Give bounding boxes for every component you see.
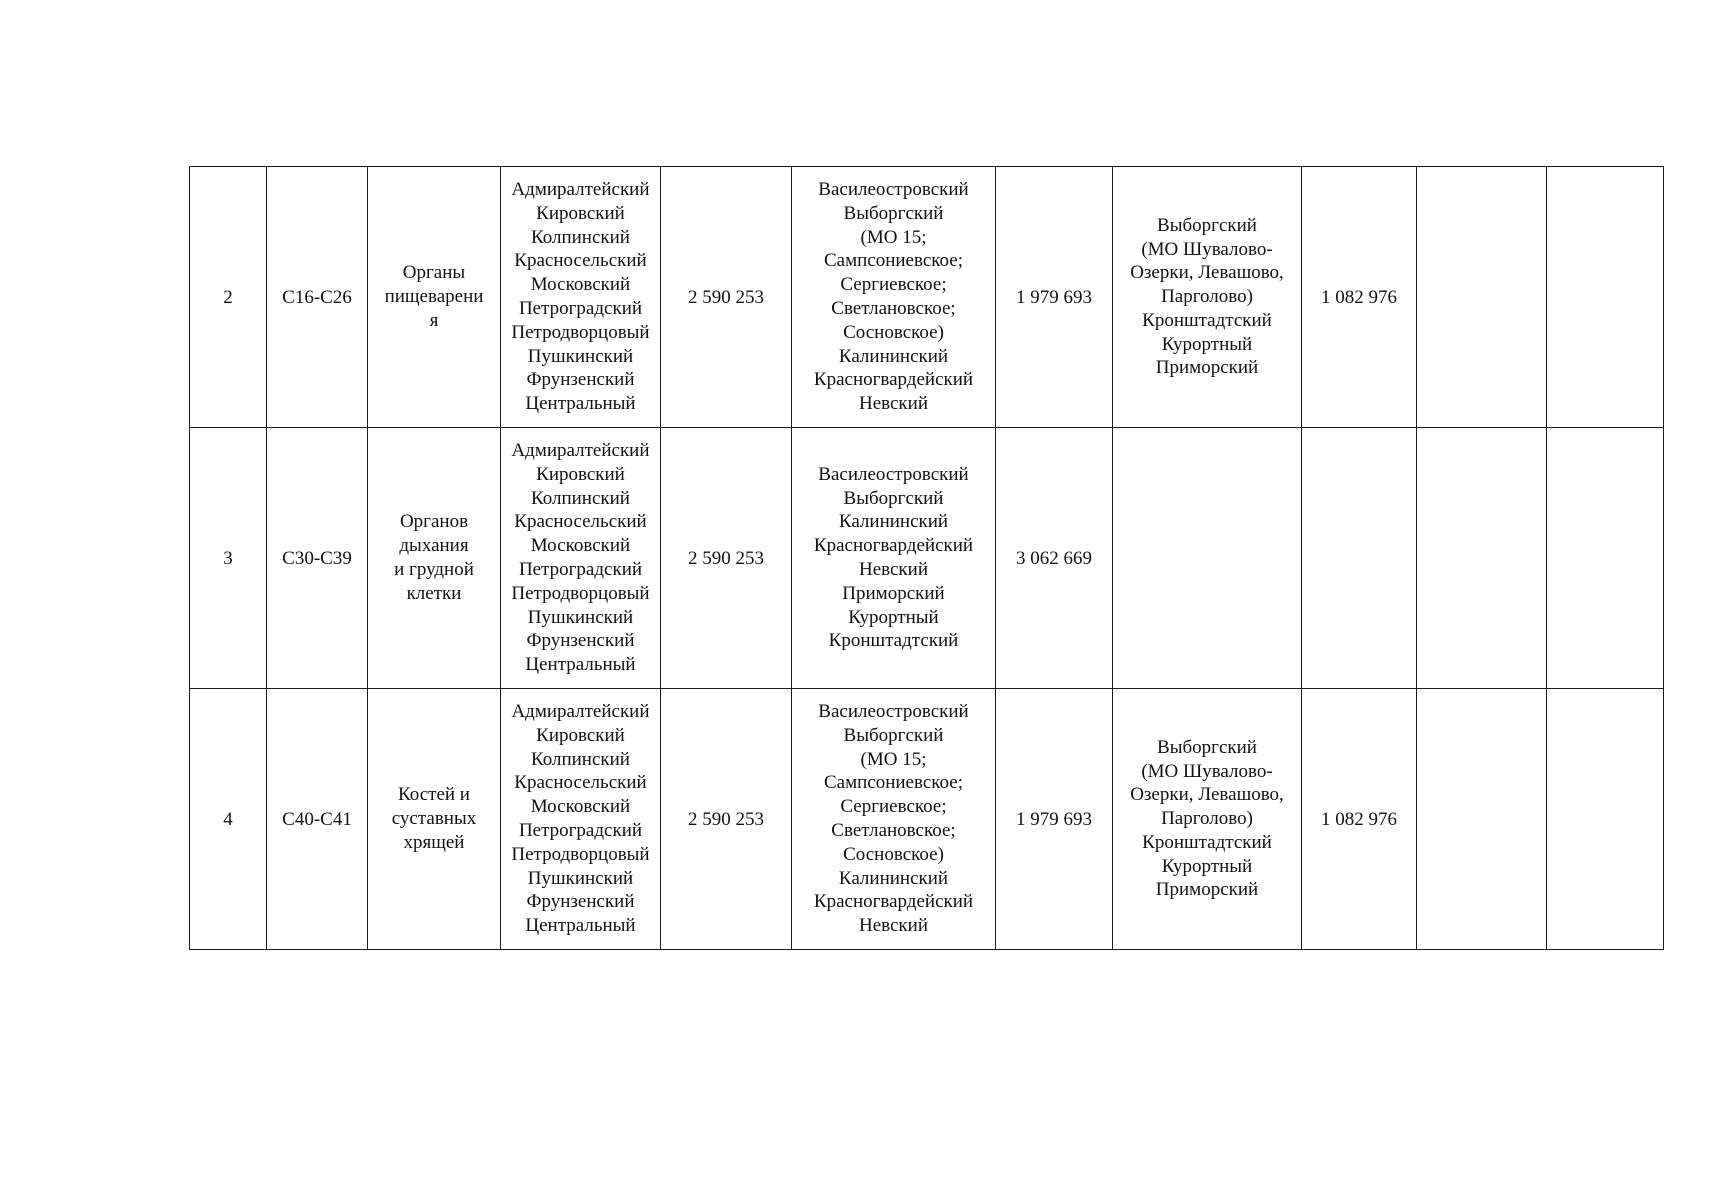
cell-line: Кировский — [536, 463, 625, 485]
organ-group — [368, 428, 501, 689]
cell-line: Кронштадтский — [828, 630, 959, 652]
extra-cell-1 — [1417, 689, 1547, 950]
extra-cell-1 — [1417, 167, 1547, 428]
cell-line: Сергиевское; — [840, 796, 947, 818]
cell-text: 4 — [223, 809, 233, 831]
cell-line: (МО Шувалово- — [1141, 760, 1273, 782]
district-list-b — [792, 689, 996, 950]
cell-line: Приморский — [1155, 357, 1259, 379]
extra-cell-2 — [1547, 167, 1664, 428]
cell-line: Калининский — [838, 511, 949, 533]
cell-line: Колпинский — [531, 487, 630, 509]
cell-line: Красногвардейский — [813, 891, 974, 913]
cell-line: Выборгский — [1157, 214, 1257, 236]
amount-a — [661, 689, 792, 950]
extra-cell-1 — [1417, 428, 1547, 689]
cell-line: Сампсониевское; — [823, 250, 963, 272]
cell-line: Выборгский — [1157, 736, 1257, 758]
row-index — [190, 428, 267, 689]
cell-line: Костей и — [398, 784, 470, 806]
cell-text: 2 590 253 — [688, 287, 764, 309]
district-list-c — [1113, 428, 1302, 689]
cell-line: Озерки, Левашово, — [1130, 262, 1284, 284]
cell-text: C30-C39 — [282, 548, 352, 570]
cell-line: Фрунзенский — [526, 891, 635, 913]
cell-line: Петродворцовый — [511, 582, 650, 604]
cell-line: хрящей — [403, 831, 465, 853]
cell-line: Курортный — [848, 606, 939, 628]
cell-line: Адмиралтейский — [511, 440, 650, 462]
cell-text: 2 590 253 — [688, 548, 764, 570]
cell-line: Петродворцовый — [511, 843, 650, 865]
cell-line: Кронштадтский — [1142, 309, 1272, 331]
cell-line: Петродворцовый — [511, 321, 650, 343]
district-list-c — [1113, 167, 1302, 428]
table-body — [190, 167, 1664, 950]
cell-line: Красногвардейский — [813, 369, 974, 391]
cell-line: Курортный — [1161, 333, 1253, 355]
district-list-a — [501, 689, 661, 950]
cell-line: Курортный — [1161, 855, 1253, 877]
cell-line: Московский — [530, 535, 631, 557]
cell-line: Василеостровский — [818, 701, 969, 723]
cell-line: Василеостровский — [818, 463, 969, 485]
cell-line: (МО 15; — [860, 748, 927, 770]
cell-line: клетки — [406, 582, 462, 604]
cell-line: Пушкинский — [527, 867, 634, 889]
district-list-b — [792, 428, 996, 689]
cell-line: Парголово) — [1161, 286, 1253, 308]
table-row — [190, 689, 1664, 950]
cell-line: Василеостровский — [818, 179, 969, 201]
cell-line: дыхания — [399, 535, 469, 557]
table-row — [190, 428, 1664, 689]
cell-line: Колпинский — [531, 226, 630, 248]
cell-line: Кронштадтский — [1142, 831, 1272, 853]
cell-line: Светлановское; — [831, 820, 956, 841]
cell-line: Петроградский — [518, 298, 643, 319]
cell-line: Парголово) — [1161, 808, 1253, 830]
cell-line: Московский — [530, 274, 631, 296]
amount-a — [661, 167, 792, 428]
cell-line: Приморский — [842, 582, 945, 604]
cell-line: Адмиралтейский — [511, 701, 650, 723]
cell-line: Кировский — [536, 202, 625, 224]
amount-c — [1302, 167, 1417, 428]
cell-line: Калининский — [838, 345, 949, 367]
cell-line: Органы — [402, 262, 466, 284]
cell-line: Колпинский — [531, 748, 630, 770]
cell-line: Пушкинский — [527, 345, 634, 367]
cell-line: Сосновское) — [843, 321, 944, 343]
cell-text: 1 979 693 — [1016, 287, 1092, 309]
cell-line: Сергиевское; — [840, 274, 947, 296]
cell-line: и грудной — [394, 559, 474, 580]
cell-line: Фрунзенский — [526, 369, 635, 391]
cell-line: пищеварени — [384, 286, 484, 308]
amount-a — [661, 428, 792, 689]
icd-code-range — [267, 428, 368, 689]
cell-line: Светлановское; — [831, 298, 956, 319]
cell-text: C16-C26 — [282, 287, 352, 309]
cell-text: C40-C41 — [282, 809, 352, 831]
extra-cell-2 — [1547, 428, 1664, 689]
cell-line: Красногвардейский — [813, 535, 974, 557]
district-list-c — [1113, 689, 1302, 950]
cell-line: Центральный — [525, 654, 636, 676]
cell-line: Выборгский — [843, 487, 944, 509]
cell-line: Выборгский — [843, 724, 944, 746]
cell-text: 2 590 253 — [688, 809, 764, 831]
amount-b — [996, 167, 1113, 428]
cell-line: Органов — [399, 511, 469, 533]
amount-b — [996, 689, 1113, 950]
cell-line: Московский — [530, 796, 631, 818]
cell-line: Невский — [858, 559, 928, 580]
organ-group — [368, 167, 501, 428]
cell-line: Сампсониевское; — [823, 772, 963, 794]
cell-text: 3 — [223, 548, 233, 570]
extra-cell-2 — [1547, 689, 1664, 950]
cell-line: Пушкинский — [527, 606, 634, 628]
cell-line: я — [429, 309, 439, 331]
amount-c — [1302, 428, 1417, 689]
organ-group — [368, 689, 501, 950]
district-list-a — [501, 428, 661, 689]
cell-line: Красносельский — [514, 250, 647, 272]
cell-line: Сосновское) — [843, 843, 944, 865]
cell-line: Кировский — [536, 724, 625, 746]
cell-line: (МО 15; — [860, 226, 927, 248]
cell-text: 3 062 669 — [1016, 548, 1092, 570]
cell-line: суставных — [391, 808, 477, 830]
table-row — [190, 167, 1664, 428]
cell-text: 2 — [223, 287, 233, 309]
cell-line: Выборгский — [843, 202, 944, 224]
cell-line: Невский — [858, 393, 928, 415]
cell-line: Адмиралтейский — [511, 179, 650, 201]
cell-line: Калининский — [838, 867, 949, 889]
cell-text: 1 979 693 — [1016, 809, 1092, 831]
district-list-b — [792, 167, 996, 428]
icd-code-range — [267, 167, 368, 428]
cell-line: Приморский — [1155, 879, 1259, 901]
district-list-a — [501, 167, 661, 428]
cell-line: Озерки, Левашово, — [1130, 784, 1284, 806]
amount-c — [1302, 689, 1417, 950]
amount-b — [996, 428, 1113, 689]
cell-line: Петроградский — [518, 820, 643, 841]
cell-line: (МО Шувалово- — [1141, 238, 1273, 260]
icd-code-range — [267, 689, 368, 950]
cell-line: Красносельский — [514, 772, 647, 794]
row-index — [190, 167, 267, 428]
cell-text: 1 082 976 — [1321, 809, 1397, 831]
cell-text: 1 082 976 — [1321, 287, 1397, 309]
cell-line: Красносельский — [514, 511, 647, 533]
row-index — [190, 689, 267, 950]
cell-line: Центральный — [525, 393, 636, 415]
cell-line: Невский — [858, 915, 928, 937]
cell-line: Фрунзенский — [526, 630, 635, 652]
allocation-table — [189, 166, 1664, 950]
cell-line: Петроградский — [518, 559, 643, 580]
cell-line: Центральный — [525, 915, 636, 937]
